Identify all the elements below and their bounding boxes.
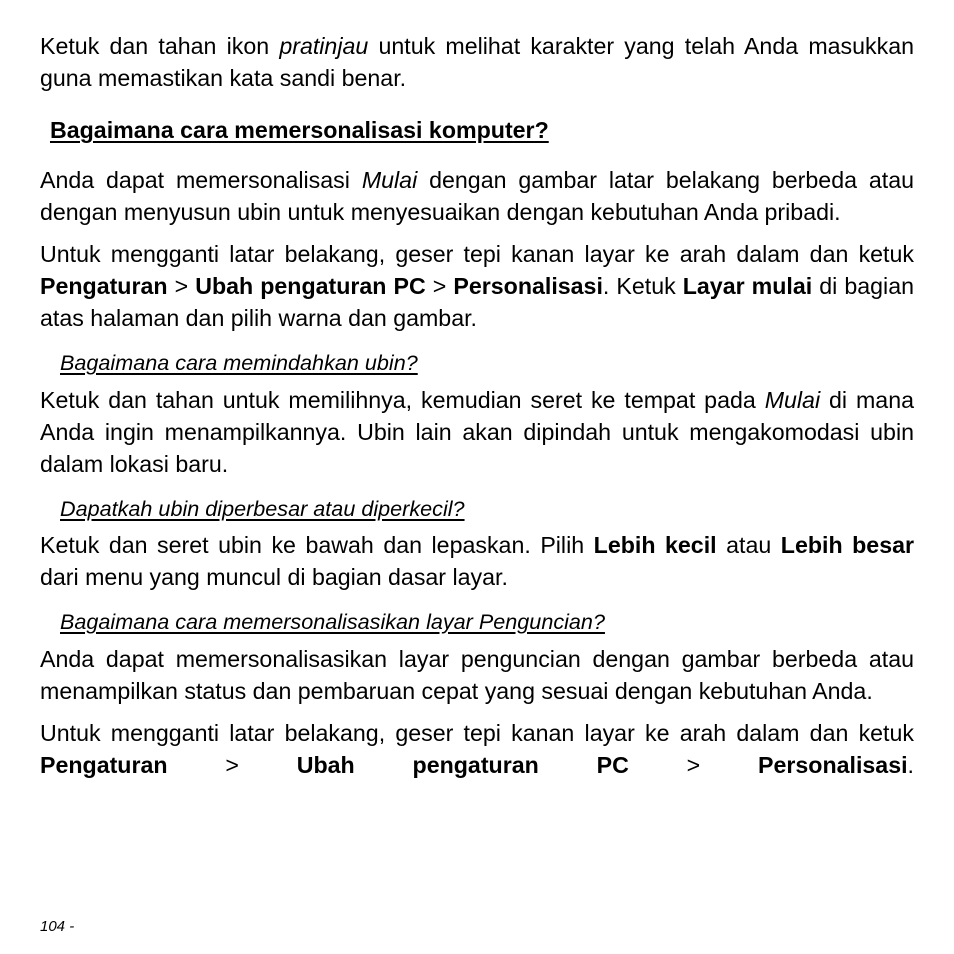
lock-screen-p2-sep-2: > [628, 752, 759, 778]
heading-move-tile: Bagaimana cara memindahkan ubin? [60, 350, 418, 375]
personalize-p1-text-1: Anda dapat memersonalisasi [40, 167, 362, 193]
personalize-paragraph-1 [40, 164, 914, 228]
document-page [40, 30, 914, 781]
heading-resize-tile: Dapatkah ubin diperbesar atau diperkecil? [60, 496, 465, 521]
personalize-p2-change-pc-settings: Ubah pengaturan PC [195, 273, 426, 299]
personalize-p1-text-2: dengan gambar latar belakang berbeda atau dengan menyusun ubin untuk menyesuaikan dengan kebutuhan Anda pribadi. [40, 167, 915, 225]
page-number: 104 - [40, 918, 75, 935]
intro-text-1: Ketuk dan tahan ikon [40, 33, 280, 59]
personalize-p2-text-2: . Ketuk [602, 273, 683, 299]
lock-screen-p2-change-pc-settings: Ubah pengaturan PC [296, 752, 629, 778]
lock-screen-p2-personalization: Personalisasi [758, 752, 908, 778]
personalize-p2-sep-1: > [167, 273, 196, 299]
personalize-p2-text-3: di bagian atas halaman dan pilih warna dan gambar. [40, 273, 914, 331]
personalize-p2-settings: Pengaturan [40, 273, 168, 299]
move-tile-start-term: Mulai [764, 387, 821, 413]
personalize-p2-text-1: Untuk mengganti latar belakang, geser tepi kanan layar ke arah dalam dan ketuk [40, 241, 914, 267]
resize-tile-smaller: Lebih kecil [593, 532, 717, 558]
heading-lock-screen: Bagaimana cara memersonalisasikan layar Penguncian? [60, 609, 605, 634]
intro-paragraph [40, 30, 914, 94]
resize-tile-text-3: dari menu yang muncul di bagian dasar layar. [40, 564, 508, 590]
personalize-p2-sep-2: > [425, 273, 454, 299]
lock-screen-p2-settings: Pengaturan [40, 752, 168, 778]
lock-screen-p2-text-2: . [907, 752, 914, 778]
move-tile-text-2: di mana Anda ingin menampilkannya. Ubin lain akan dipindah untuk mengakomodasi ubin dalam lokasi baru. [40, 387, 914, 477]
move-tile-text-1: Ketuk dan tahan untuk memilihnya, kemudian seret ke tempat pada [40, 387, 765, 413]
lock-screen-paragraph-2 [40, 717, 914, 781]
personalize-p2-start-screen: Layar mulai [682, 273, 813, 299]
intro-text-2: untuk melihat karakter yang telah Anda masukkan guna memastikan kata sandi benar. [40, 33, 914, 91]
personalize-p2-personalization: Personalisasi [453, 273, 603, 299]
resize-tile-larger: Lebih besar [780, 532, 915, 558]
resize-tile-text-1: Ketuk dan seret ubin ke bawah dan lepaskan. Pilih [40, 532, 594, 558]
move-tile-paragraph [40, 384, 914, 480]
personalize-paragraph-2 [40, 238, 914, 334]
lock-screen-p2-text-1: Untuk mengganti latar belakang, geser tepi kanan layar ke arah dalam dan ketuk [40, 720, 914, 746]
resize-tile-text-2: atau [716, 532, 781, 558]
heading-personalize-computer: Bagaimana cara memersonalisasi komputer? [50, 117, 549, 143]
lock-screen-paragraph-1: Anda dapat memersonalisasikan layar penguncian dengan gambar berbeda atau menampilkan status dan pembaruan cepat yang sesuai dengan kebutuhan Anda. [40, 646, 914, 704]
intro-text-preview-term: pratinjau [279, 33, 369, 59]
personalize-p1-start-term: Mulai [361, 167, 418, 193]
resize-tile-paragraph [40, 529, 914, 593]
lock-screen-p2-sep-1: > [167, 752, 297, 778]
